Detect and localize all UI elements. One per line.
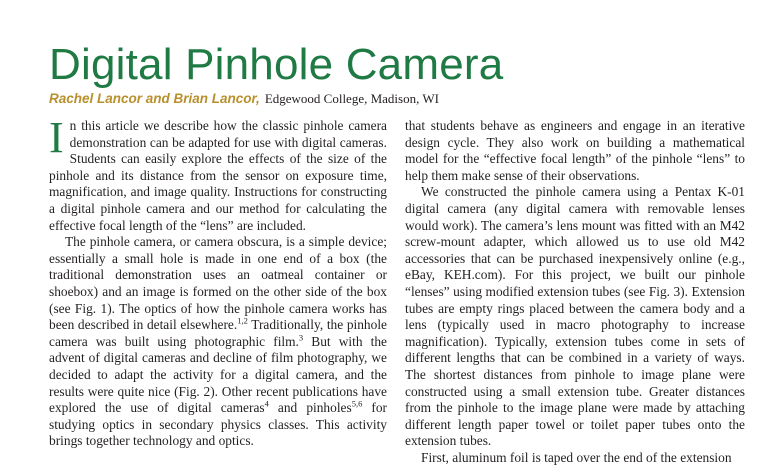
body-text: The pinhole camera, or camera obscura, is a simple device; essentially a small hole is made in one end of a box (the traditional demonstration uses an oatmeal container or shoebox) and an image is formed on the other side of the box (see Fig. 1). The optics of how the pinhole camera works has been described in detail elsewhere. [49,234,387,333]
left-column [49,113,388,450]
footnote-ref: 5,6 [351,398,363,409]
footnote-ref: 4 [264,398,269,409]
body-text: But with the advent of digital cameras and decline of film photography, we decided to adapt the activity for a digital camera, and the results were quite nice (Fig. 2). Other recent publications have explored the use of digital cameras [49,333,387,416]
right-column [405,118,745,466]
body-paragraph: that students behave as engineers and engage in an iterative design cycle. They also work on building a mathematical model for the “effective focal length” of the pinhole “lens” to help them make sense of their observations. [405,118,745,183]
byline [49,90,439,108]
body-paragraph [49,234,387,450]
body-paragraph: We constructed the pinhole camera using a Pentax K-01 digital camera (any digital camera with removable lenses would work). The camera’s lens mount was fitted with an M42 screw-mount adapter, which allowed us to use old M42 accessories that can be purchased inexpensively online (e.g., eBay, KEH.com). For this project, we built our pinhole “lenses” using modified extension tubes (see Fig. 3). Extension tubes are empty rings placed between the camera body and a lens (typically used in macro photography to increase magnification). Typically, extension tubes come in sets of different lengths that can be combined in a variety of ways. The shortest distances from pinhole to image plane were constructed using a small extension tube. Greater distances from the pinhole to the image plane were made by attaching different length paper towel or toilet paper tubes onto the extension tubes. [405,184,745,449]
author-names: Rachel Lancor and Brian Lancor, [49,91,260,106]
body-paragraph: First, aluminum foil is taped over the end of the extension [421,449,732,465]
body-text: for studying optics in secondary physics classes. This activity brings together technology and optics. [49,400,388,449]
body-text: Traditionally, the pinhole camera was built using photographic film. [49,317,387,349]
intro-paragraph [49,113,387,234]
intro-text: n this article we describe how the classic pinhole camera demonstration can be adapted for use with digital cameras. Students can easily explore the effects of the size of the pinhole and its distance from the sensor on exposure time, magnification, and image quality. Instructions for constructing a digital pinhole camera and our method for calculating the effective focal length of the “lens” are included. [49,118,387,233]
author-affiliation: Edgewood College, Madison, WI [264,91,439,106]
drop-cap: I [49,113,64,162]
footnote-ref: 3 [298,332,304,343]
article-title: Digital Pinhole Camera [49,40,504,89]
body-text: and pinholes [268,400,352,416]
footnote-ref: 1,2 [237,315,248,326]
